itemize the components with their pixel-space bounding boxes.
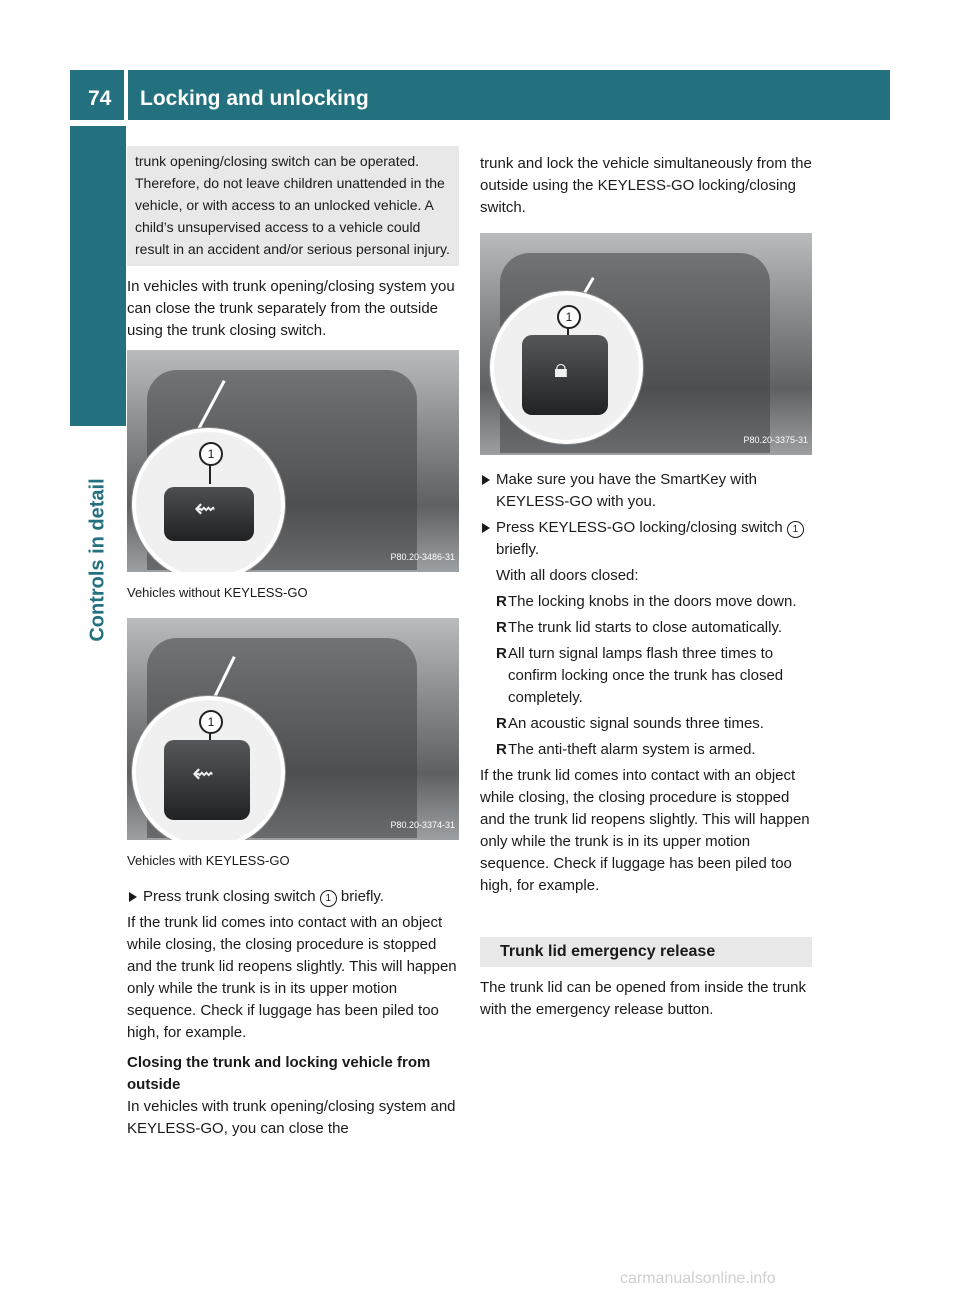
instruction-step: Press KEYLESS-GO locking/closing switch 1 briefly. xyxy=(480,517,812,561)
trunk-photo-with-keyless xyxy=(127,618,459,840)
trunk-photo-keyless-lock xyxy=(480,233,812,455)
contact-paragraph: If the trunk lid comes into contact with an object while closing, the closing procedure is stopped and the trunk lid reopens slightly. This will happen only while the trunk is in its upper motion sequence. Check if luggage has been piled too high, for example. xyxy=(127,914,457,1041)
callout-ref: 1 xyxy=(320,890,337,907)
trunk-close-icon: ⇜ xyxy=(192,758,214,788)
continued-paragraph: trunk and lock the vehicle simultaneously from the outside using the KEYLESS-GO locking/closing switch. xyxy=(480,155,812,216)
switch-closeup xyxy=(490,291,643,444)
list-item: R All turn signal lamps flash three times to confirm locking once the trunk has closed completely. xyxy=(496,645,784,706)
page-number: 74 xyxy=(88,87,112,110)
header-divider xyxy=(124,70,128,120)
warning-box: trunk opening/closing switch can be operated. Therefore, do not leave children unattended in the vehicle, or with access to an unlocked vehicle. A child’s unsupervised access to a vehicle could result in an accident and/or serious personal injury. xyxy=(127,146,459,266)
instruction-step: Press trunk closing switch 1 briefly. xyxy=(127,886,459,908)
right-column xyxy=(480,153,812,1029)
image-code: P80.20-3374-31 xyxy=(390,820,455,830)
list-item: R The anti-theft alarm system is armed. xyxy=(496,741,756,758)
keyless-paragraph: In vehicles with trunk opening/closing system and KEYLESS-GO, you can close the xyxy=(127,1098,456,1137)
image-code: P80.20-3375-31 xyxy=(743,435,808,445)
callout-ref: 1 xyxy=(787,521,804,538)
trunk-close-icon: ⇜ xyxy=(194,493,216,523)
section-title: Trunk lid emergency release xyxy=(480,937,812,967)
trunk-close-switch xyxy=(164,740,250,820)
trunk-close-switch xyxy=(164,487,254,541)
side-tab xyxy=(70,126,126,426)
watermark: carmanualsonline.info xyxy=(620,1270,776,1287)
page-title: Locking and unlocking xyxy=(140,87,369,110)
callout-marker: 1 xyxy=(557,305,581,329)
section-heading: Closing the trunk and locking vehicle from outside xyxy=(127,1054,431,1093)
caption-with-keyless: Vehicles with KEYLESS-GO xyxy=(127,853,290,868)
intro-paragraph: In vehicles with trunk opening/closing system you can close the trunk separately from the outside using the trunk closing switch. xyxy=(127,278,455,339)
emergency-paragraph: The trunk lid can be opened from inside the trunk with the emergency release button. xyxy=(480,979,807,1018)
list-item: R The trunk lid starts to close automatically. xyxy=(496,619,782,636)
doors-closed-label: With all doors closed: xyxy=(496,567,639,584)
callout-marker: 1 xyxy=(199,710,223,734)
keyless-lock-switch xyxy=(522,335,608,415)
list-item: R The locking knobs in the doors move down. xyxy=(496,593,797,610)
switch-closeup xyxy=(132,696,285,840)
callout-marker: 1 xyxy=(199,442,223,466)
caption-without-keyless: Vehicles without KEYLESS-GO xyxy=(127,585,308,600)
trunk-photo-without-keyless xyxy=(127,350,459,572)
instruction-step: Make sure you have the SmartKey with KEYLESS-GO with you. xyxy=(480,469,812,513)
side-label: Controls in detail xyxy=(86,478,109,642)
switch-closeup xyxy=(132,428,285,572)
contact-paragraph: If the trunk lid comes into contact with an object while closing, the closing procedure is stopped and the trunk lid reopens slightly. This will happen only while the trunk is in its upper motion sequence. Check if luggage has been piled too high, for example. xyxy=(480,767,810,894)
lock-icon: 🔒︎ xyxy=(554,353,568,383)
list-item: R An acoustic signal sounds three times. xyxy=(496,715,764,732)
image-code: P80.20-3486-31 xyxy=(390,552,455,562)
left-column xyxy=(127,150,459,1148)
